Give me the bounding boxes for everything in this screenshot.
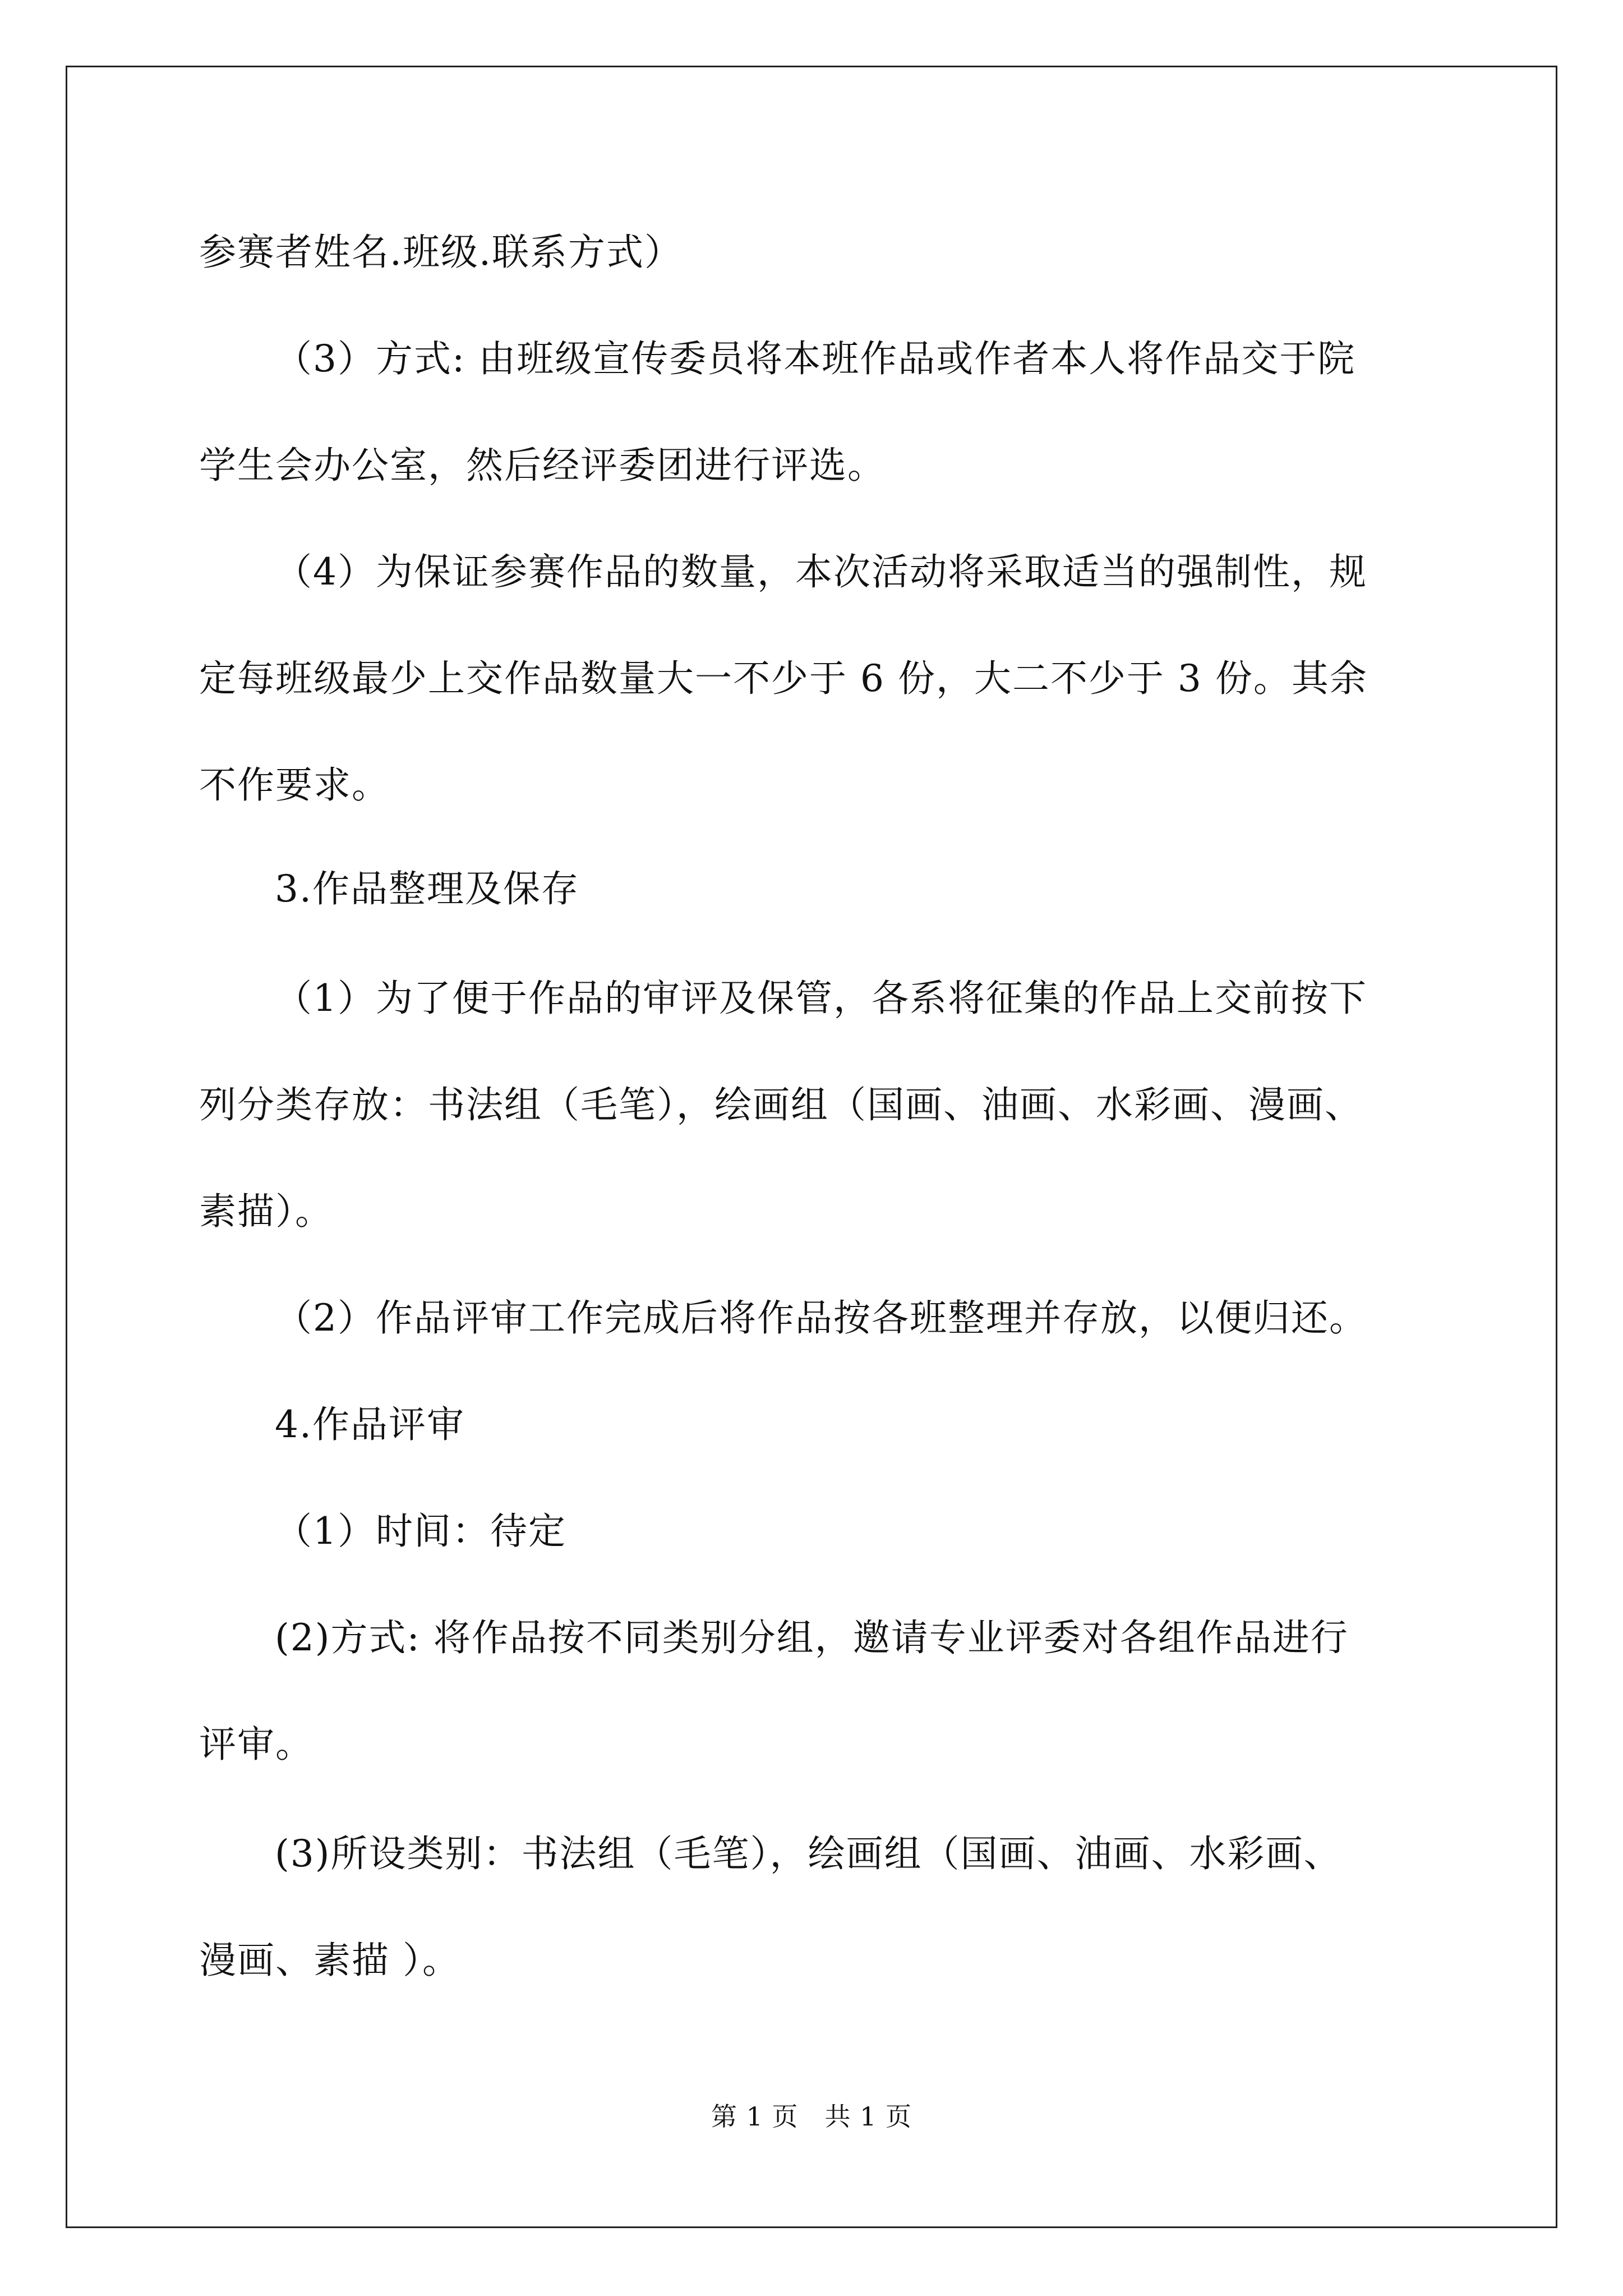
text-line-8: （1）为了便于作品的审评及保管，各系将征集的作品上交前按下	[275, 977, 1367, 1020]
text-line-14: (2)方式: 将作品按不同类别分组，邀请专业评委对各组作品进行	[275, 1616, 1349, 1659]
page-border	[66, 66, 1557, 2228]
text-line-4: （4）为保证参赛作品的数量，本次活动将采取适当的强制性，规	[275, 550, 1367, 593]
text-line-3: 学生会办公室，然后经评委团进行评选。	[199, 444, 886, 487]
page-number-footer: 第 1 页 共 1 页	[711, 2101, 912, 2132]
text-line-13: （1）时间：待定	[275, 1510, 566, 1553]
text-line-6: 不作要求。	[199, 763, 390, 807]
text-line-5: 定每班级最少上交作品数量大一不少于 6 份，大二不少于 3 份。其余	[199, 657, 1368, 700]
text-line-10: 素描）。	[199, 1190, 333, 1233]
text-line-11: （2）作品评审工作完成后将作品按各班整理并存放，以便归还。	[275, 1296, 1367, 1340]
text-line-2: （3）方式: 由班级宣传委员将本班作品或作者本人将作品交于院	[275, 337, 1356, 380]
section-heading-3: 3.作品整理及保存	[275, 867, 579, 910]
text-line-16: (3)所设类别：书法组（毛笔），绘画组（国画、油画、水彩画、	[275, 1832, 1342, 1875]
text-line-17: 漫画、素描 ）。	[199, 1939, 460, 1982]
section-heading-4: 4.作品评审	[275, 1403, 465, 1446]
text-line-1: 参赛者姓名.班级.联系方式）	[199, 231, 683, 274]
text-line-15: 评审。	[199, 1723, 313, 1766]
text-line-9: 列分类存放：书法组（毛笔），绘画组（国画、油画、水彩画、漫画、	[199, 1083, 1363, 1126]
